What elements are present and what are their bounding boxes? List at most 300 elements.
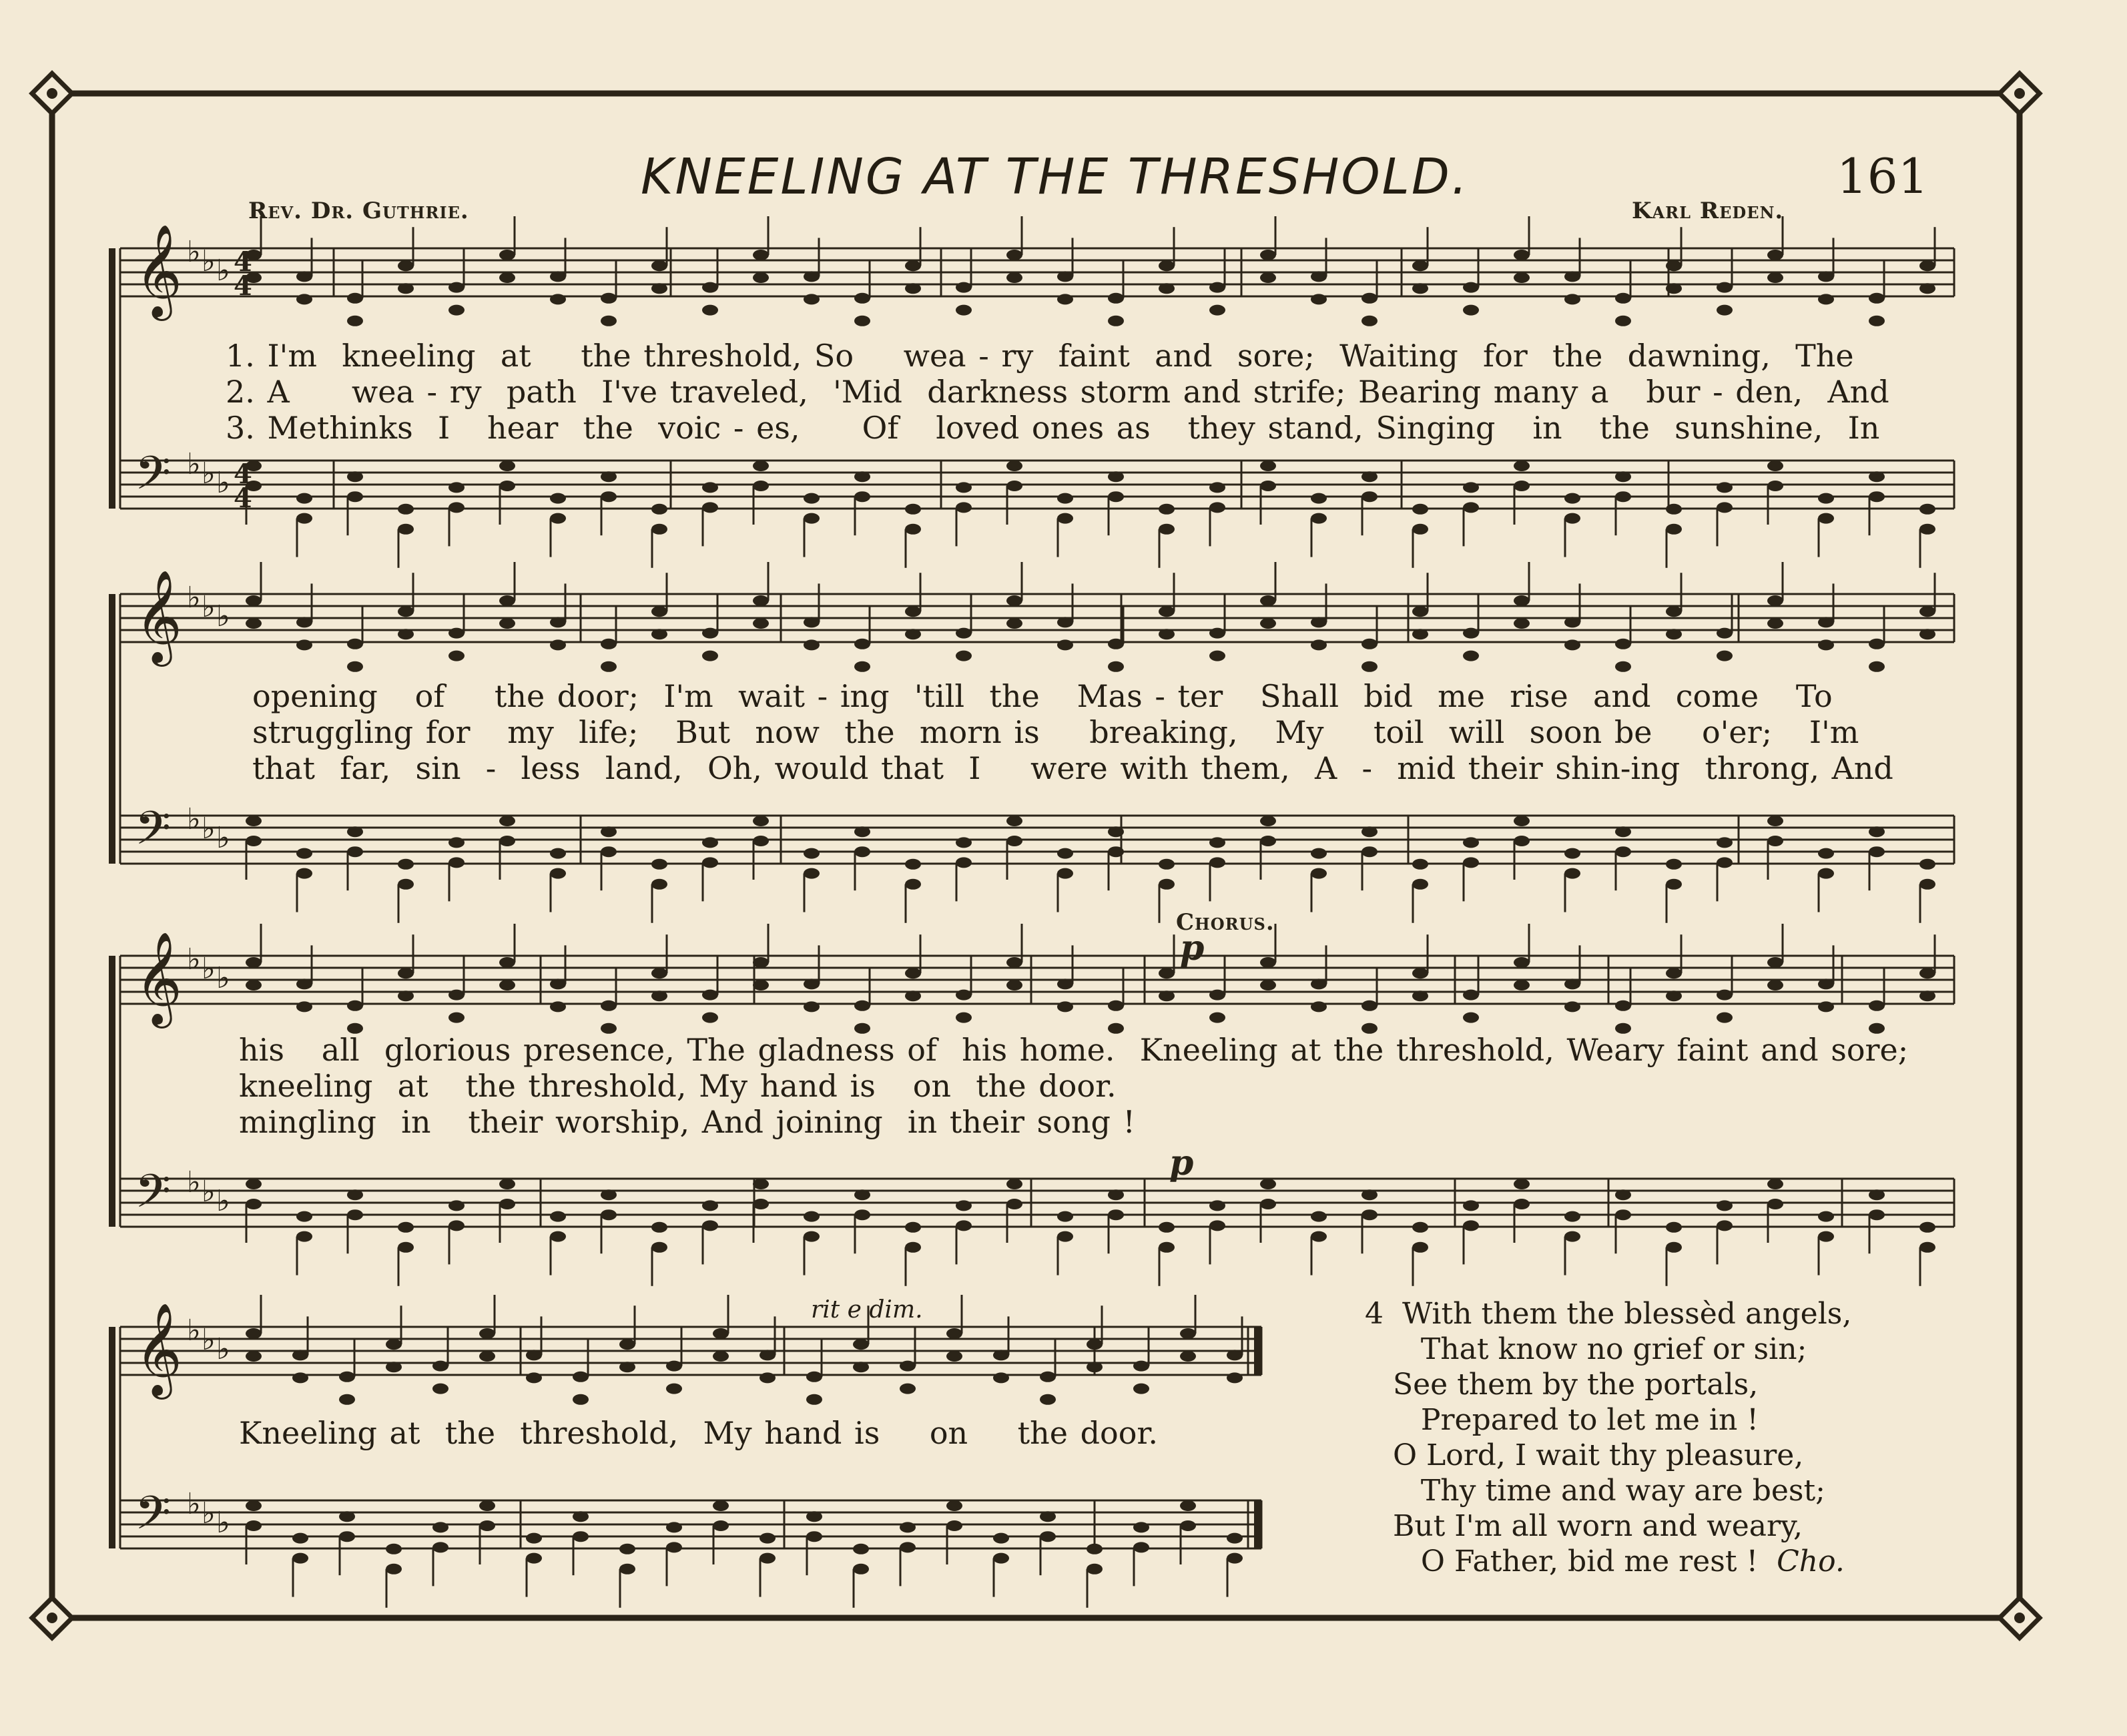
note-head bbox=[1919, 260, 1935, 271]
note-head bbox=[1514, 250, 1530, 260]
note-head bbox=[1615, 316, 1631, 326]
note-head bbox=[398, 968, 414, 978]
lyric-line-verse-3: that far, sin - less land, Oh, would that I were with them, A - mid their shin-ing throng, And bbox=[252, 750, 1893, 786]
note-head bbox=[1767, 957, 1783, 968]
note-head bbox=[1869, 846, 1885, 857]
note-head bbox=[804, 294, 820, 304]
treble-time-sig: 4 bbox=[234, 246, 252, 278]
note-head bbox=[651, 283, 667, 294]
note-head bbox=[804, 271, 820, 282]
note-head bbox=[900, 1542, 916, 1552]
note-head bbox=[853, 1564, 869, 1574]
note-head bbox=[1412, 524, 1428, 535]
note-head bbox=[448, 857, 465, 868]
note-head bbox=[499, 250, 515, 260]
note-head bbox=[1057, 868, 1073, 879]
note-head bbox=[1767, 250, 1783, 260]
note-head bbox=[296, 294, 312, 304]
note-head bbox=[246, 1199, 262, 1209]
note-head bbox=[1919, 968, 1935, 978]
note-head bbox=[946, 1500, 962, 1511]
note-head bbox=[753, 618, 769, 629]
note-head bbox=[386, 1362, 402, 1372]
note-head bbox=[1260, 836, 1276, 846]
note-head bbox=[550, 1001, 566, 1012]
verse-4-line: 4 With them the blessèd angels, bbox=[1365, 1297, 1852, 1331]
flat-icon: ♭ bbox=[202, 590, 216, 624]
note-head bbox=[1818, 1231, 1834, 1242]
note-head bbox=[1564, 294, 1580, 304]
note-head bbox=[550, 617, 566, 627]
note-head bbox=[1006, 957, 1022, 968]
note-head bbox=[1717, 482, 1733, 493]
note-head bbox=[1564, 271, 1580, 282]
note-head bbox=[1057, 513, 1073, 524]
note-head bbox=[1108, 316, 1124, 326]
lyric-line-verse-2: kneeling at the threshold, My hand is on the door. bbox=[239, 1068, 1117, 1104]
note-head bbox=[1361, 491, 1378, 502]
note-head bbox=[993, 1553, 1009, 1564]
note-head bbox=[1311, 1211, 1327, 1222]
note-head bbox=[956, 857, 972, 868]
note-head bbox=[1717, 305, 1733, 316]
note-head bbox=[1159, 606, 1175, 617]
author-credit: Rev. Dr. Guthrie. bbox=[248, 198, 469, 224]
note-head bbox=[601, 491, 617, 502]
note-head bbox=[1615, 471, 1631, 482]
note-head bbox=[526, 1533, 542, 1544]
note-head bbox=[1227, 1533, 1243, 1544]
note-head bbox=[956, 482, 972, 493]
note-head bbox=[1361, 471, 1378, 482]
note-head bbox=[1818, 294, 1834, 304]
note-head bbox=[448, 1220, 465, 1231]
note-head bbox=[1209, 282, 1225, 293]
lyric-line-final: Kneeling at the threshold, My hand is on the door. bbox=[239, 1415, 1158, 1451]
verse-4-line: See them by the portals, bbox=[1365, 1368, 1759, 1402]
note-head bbox=[905, 879, 921, 890]
note-head bbox=[1818, 978, 1834, 989]
note-head bbox=[956, 651, 972, 661]
note-head bbox=[702, 857, 718, 868]
note-head bbox=[1463, 1012, 1479, 1023]
note-head bbox=[550, 978, 566, 989]
bass-clef-icon: 𝄢 bbox=[135, 801, 172, 866]
note-head bbox=[854, 491, 870, 502]
note-head bbox=[1767, 272, 1783, 283]
note-head bbox=[1666, 524, 1682, 535]
note-head bbox=[499, 836, 515, 846]
note-head bbox=[666, 1361, 682, 1372]
note-head bbox=[1006, 272, 1022, 283]
note-head bbox=[1615, 661, 1631, 672]
note-head bbox=[753, 595, 769, 606]
note-head bbox=[1767, 461, 1783, 471]
note-head bbox=[619, 1564, 635, 1574]
note-head bbox=[1159, 879, 1175, 890]
note-head bbox=[1311, 513, 1327, 524]
note-head bbox=[1514, 461, 1530, 471]
note-head bbox=[1514, 836, 1530, 846]
note-head bbox=[1260, 957, 1276, 968]
note-head bbox=[246, 836, 262, 846]
note-head bbox=[1564, 493, 1580, 504]
bass-staff bbox=[120, 1486, 1261, 1551]
note-head bbox=[1006, 250, 1022, 260]
note-head bbox=[432, 1522, 448, 1532]
corner-dot bbox=[47, 88, 57, 99]
note-head bbox=[339, 1394, 355, 1405]
note-head bbox=[759, 1533, 776, 1544]
note-head bbox=[1818, 848, 1834, 859]
lyric-line-verse-1: his all glorious presence, The gladness of his home. Kneeling at the threshold, Weary faint and sore; bbox=[239, 1032, 1909, 1068]
flat-icon: ♭ bbox=[187, 942, 201, 976]
note-head bbox=[1260, 618, 1276, 629]
note-head bbox=[651, 968, 667, 978]
note-head bbox=[1514, 272, 1530, 283]
flat-icon: ♭ bbox=[202, 952, 216, 986]
note-head bbox=[1108, 826, 1124, 837]
note-head bbox=[702, 837, 718, 848]
note-head bbox=[1006, 481, 1022, 491]
note-head bbox=[432, 1361, 448, 1372]
note-head bbox=[347, 826, 363, 837]
note-head bbox=[601, 316, 617, 326]
treble-staff bbox=[120, 570, 1954, 667]
corner-dot bbox=[2014, 88, 2025, 99]
note-head bbox=[1108, 661, 1124, 672]
note-head bbox=[956, 502, 972, 513]
composer-credit: Karl Reden. bbox=[1632, 198, 1784, 224]
lyric-line-verse-2: struggling for my life; But now the morn is breaking, My toil will soon be o'er; I'm bbox=[252, 714, 1859, 750]
note-head bbox=[1564, 639, 1580, 650]
lyric-line-verse-3: mingling in their worship, And joining in their song ! bbox=[239, 1104, 1136, 1140]
note-head bbox=[1159, 260, 1175, 271]
note-head bbox=[448, 651, 465, 661]
note-head bbox=[448, 1200, 465, 1211]
note-head bbox=[292, 1372, 308, 1383]
note-head bbox=[398, 524, 414, 535]
note-head bbox=[1463, 305, 1479, 316]
note-head bbox=[398, 629, 414, 639]
note-head bbox=[296, 493, 312, 504]
note-head bbox=[1919, 629, 1935, 639]
note-head bbox=[1564, 1001, 1580, 1012]
note-head bbox=[1057, 493, 1073, 504]
note-head bbox=[292, 1350, 308, 1360]
note-head bbox=[1919, 859, 1935, 870]
note-head bbox=[448, 305, 465, 316]
note-head bbox=[753, 461, 769, 471]
note-head bbox=[1463, 282, 1479, 293]
note-head bbox=[651, 260, 667, 271]
verse-4-line: But I'm all worn and weary, bbox=[1365, 1509, 1803, 1543]
note-head bbox=[347, 471, 363, 482]
note-head bbox=[1514, 1199, 1530, 1209]
note-head bbox=[651, 859, 667, 870]
note-head bbox=[246, 1500, 262, 1511]
note-head bbox=[499, 980, 515, 990]
note-head bbox=[601, 826, 617, 837]
note-head bbox=[296, 1211, 312, 1222]
note-head bbox=[1717, 1220, 1733, 1231]
note-head bbox=[804, 493, 820, 504]
note-head bbox=[1209, 651, 1225, 661]
verse-4-line: That know no grief or sin; bbox=[1365, 1332, 1807, 1366]
note-head bbox=[1463, 990, 1479, 1000]
note-head bbox=[1412, 260, 1428, 271]
note-head bbox=[1767, 481, 1783, 491]
note-head bbox=[854, 293, 870, 304]
note-head bbox=[347, 491, 363, 502]
note-head bbox=[1818, 493, 1834, 504]
note-head bbox=[1057, 978, 1073, 989]
note-head bbox=[1514, 595, 1530, 606]
note-head bbox=[1133, 1384, 1149, 1394]
note-head bbox=[905, 1242, 921, 1253]
note-head bbox=[1463, 1220, 1479, 1231]
note-head bbox=[804, 639, 820, 650]
flat-icon: ♭ bbox=[216, 1184, 230, 1218]
note-head bbox=[499, 1179, 515, 1189]
note-head bbox=[296, 978, 312, 989]
treble-staff bbox=[120, 1303, 1261, 1400]
note-head bbox=[499, 957, 515, 968]
note-head bbox=[1412, 990, 1428, 1001]
note-head bbox=[804, 848, 820, 859]
note-head bbox=[1767, 816, 1783, 826]
note-head bbox=[1869, 826, 1885, 837]
note-head bbox=[550, 1211, 566, 1222]
note-head bbox=[1412, 606, 1428, 617]
note-head bbox=[1159, 524, 1175, 535]
note-head bbox=[1869, 1209, 1885, 1220]
flat-icon: ♭ bbox=[202, 1323, 216, 1357]
note-head bbox=[651, 504, 667, 515]
note-head bbox=[1564, 868, 1580, 879]
note-head bbox=[1717, 628, 1733, 639]
note-head bbox=[432, 1384, 448, 1394]
note-head bbox=[1133, 1542, 1149, 1552]
note-head bbox=[1615, 826, 1631, 837]
note-head bbox=[713, 1520, 729, 1531]
note-head bbox=[1361, 293, 1378, 304]
note-head bbox=[246, 1328, 262, 1339]
note-head bbox=[753, 481, 769, 491]
note-head bbox=[1209, 1012, 1225, 1023]
note-head bbox=[1311, 617, 1327, 627]
bass-clef-icon: 𝄢 bbox=[135, 1486, 172, 1551]
note-head bbox=[1006, 618, 1022, 629]
note-head bbox=[296, 639, 312, 650]
note-head bbox=[713, 1328, 729, 1339]
note-head bbox=[526, 1350, 542, 1360]
note-head bbox=[804, 1001, 820, 1012]
note-head bbox=[1767, 595, 1783, 606]
note-head bbox=[1463, 482, 1479, 493]
note-head bbox=[956, 1220, 972, 1231]
note-head bbox=[1057, 1211, 1073, 1222]
note-head bbox=[296, 617, 312, 627]
note-head bbox=[1412, 1242, 1428, 1253]
note-head bbox=[347, 1000, 363, 1011]
note-head bbox=[1767, 618, 1783, 629]
note-head bbox=[806, 1372, 822, 1382]
note-head bbox=[347, 1189, 363, 1200]
note-head bbox=[1361, 1209, 1378, 1220]
note-head bbox=[1767, 836, 1783, 846]
dynamic-piano: p bbox=[1180, 928, 1205, 968]
note-head bbox=[993, 1533, 1009, 1544]
note-head bbox=[1463, 502, 1479, 513]
note-head bbox=[1180, 1520, 1196, 1531]
note-head bbox=[1463, 628, 1479, 639]
note-head bbox=[550, 848, 566, 859]
verse-4-line: Thy time and way are best; bbox=[1365, 1474, 1825, 1508]
note-head bbox=[853, 1544, 869, 1554]
note-head bbox=[1180, 1328, 1196, 1339]
note-head bbox=[1159, 1222, 1175, 1233]
note-head bbox=[1767, 1179, 1783, 1189]
flat-icon: ♭ bbox=[187, 1165, 201, 1199]
chorus-label: Chorus. bbox=[1176, 909, 1275, 936]
note-head bbox=[753, 272, 769, 283]
flat-icon: ♭ bbox=[202, 1496, 216, 1530]
note-head bbox=[1564, 1231, 1580, 1242]
note-head bbox=[339, 1372, 355, 1382]
note-head bbox=[1717, 1200, 1733, 1211]
note-head bbox=[601, 639, 617, 649]
note-head bbox=[1717, 837, 1733, 848]
note-head bbox=[1209, 305, 1225, 316]
note-head bbox=[296, 513, 312, 524]
note-head bbox=[1108, 1209, 1124, 1220]
note-head bbox=[1057, 848, 1073, 859]
note-head bbox=[1361, 826, 1378, 837]
note-head bbox=[1311, 868, 1327, 879]
note-head bbox=[1564, 848, 1580, 859]
note-head bbox=[1108, 471, 1124, 482]
note-head bbox=[1919, 504, 1935, 515]
lyric-line-verse-1: opening of the door; I'm wait - ing 'till the Mas - ter Shall bid me rise and come To bbox=[252, 678, 1833, 714]
note-head bbox=[651, 879, 667, 890]
flat-icon: ♭ bbox=[187, 235, 201, 269]
note-head bbox=[1180, 1351, 1196, 1362]
note-head bbox=[246, 618, 262, 629]
note-head bbox=[1006, 816, 1022, 826]
note-head bbox=[853, 1339, 869, 1350]
note-head bbox=[713, 1500, 729, 1511]
flat-icon: ♭ bbox=[202, 457, 216, 491]
note-head bbox=[900, 1361, 916, 1372]
note-head bbox=[905, 283, 921, 294]
note-head bbox=[1227, 1350, 1243, 1360]
note-head bbox=[246, 980, 262, 990]
note-head bbox=[550, 271, 566, 282]
note-head bbox=[666, 1522, 682, 1532]
lyric-line-verse-2: 2. A wea - ry path I've traveled, 'Mid darkness storm and strife; Bearing many a bur - den, And bbox=[226, 374, 1889, 410]
note-head bbox=[905, 968, 921, 978]
note-head bbox=[905, 606, 921, 617]
note-head bbox=[347, 846, 363, 857]
note-head bbox=[905, 859, 921, 870]
note-head bbox=[1006, 980, 1022, 990]
note-head bbox=[479, 1328, 495, 1339]
corner-dot bbox=[47, 1613, 57, 1623]
note-head bbox=[296, 848, 312, 859]
note-head bbox=[1615, 491, 1631, 502]
treble-staff bbox=[120, 224, 1954, 321]
note-head bbox=[1040, 1531, 1056, 1542]
note-head bbox=[1514, 957, 1530, 968]
note-head bbox=[1311, 493, 1327, 504]
note-head bbox=[550, 1231, 566, 1242]
note-head bbox=[1463, 857, 1479, 868]
note-head bbox=[1087, 1544, 1103, 1554]
note-head bbox=[1514, 618, 1530, 629]
note-head bbox=[956, 305, 972, 316]
note-head bbox=[1615, 1209, 1631, 1220]
note-head bbox=[651, 629, 667, 639]
note-head bbox=[905, 524, 921, 535]
bass-clef-icon: 𝄢 bbox=[135, 446, 172, 511]
note-head bbox=[1717, 1012, 1733, 1023]
note-head bbox=[550, 493, 566, 504]
note-head bbox=[651, 524, 667, 535]
note-head bbox=[1919, 1222, 1935, 1233]
note-head bbox=[1209, 1220, 1225, 1231]
note-head bbox=[1818, 1211, 1834, 1222]
note-head bbox=[905, 1222, 921, 1233]
note-head bbox=[1767, 1199, 1783, 1209]
note-head bbox=[601, 1000, 617, 1011]
note-head bbox=[1260, 980, 1276, 990]
flat-icon: ♭ bbox=[187, 1314, 201, 1348]
note-head bbox=[1227, 1372, 1243, 1383]
note-head bbox=[398, 283, 414, 294]
note-head bbox=[296, 1231, 312, 1242]
flat-icon: ♭ bbox=[187, 581, 201, 615]
note-head bbox=[1087, 1564, 1103, 1574]
note-head bbox=[1514, 1179, 1530, 1189]
note-head bbox=[246, 816, 262, 826]
note-head bbox=[1564, 1211, 1580, 1222]
note-head bbox=[339, 1531, 355, 1542]
note-head bbox=[292, 1533, 308, 1544]
note-head bbox=[550, 513, 566, 524]
note-head bbox=[804, 617, 820, 627]
note-head bbox=[398, 990, 414, 1001]
note-head bbox=[1412, 968, 1428, 978]
note-head bbox=[1040, 1394, 1056, 1405]
note-head bbox=[1006, 1199, 1022, 1209]
note-head bbox=[479, 1351, 495, 1362]
note-head bbox=[1159, 968, 1175, 978]
note-head bbox=[1412, 1222, 1428, 1233]
note-head bbox=[1361, 661, 1378, 672]
note-head bbox=[1311, 1001, 1327, 1012]
flat-icon: ♭ bbox=[202, 1175, 216, 1209]
note-head bbox=[1514, 816, 1530, 826]
note-head bbox=[759, 1350, 776, 1360]
note-head bbox=[1159, 859, 1175, 870]
note-head bbox=[1260, 250, 1276, 260]
note-head bbox=[804, 978, 820, 989]
note-head bbox=[296, 1001, 312, 1012]
note-head bbox=[1057, 294, 1073, 304]
note-head bbox=[526, 1553, 542, 1564]
note-head bbox=[347, 293, 363, 304]
